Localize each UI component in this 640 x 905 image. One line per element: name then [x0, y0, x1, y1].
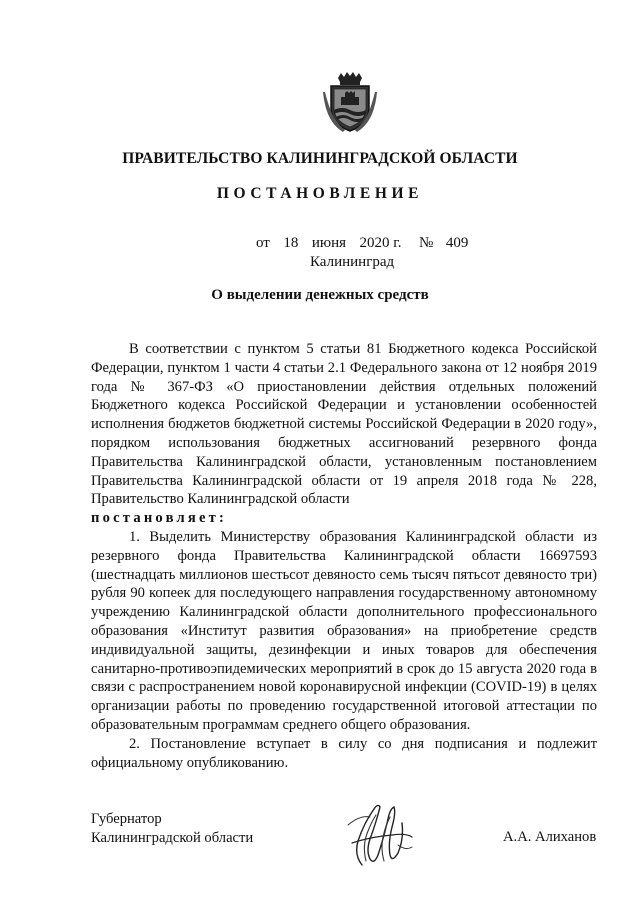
- handwritten-signature-icon: [340, 795, 420, 873]
- date-month: июня: [311, 235, 347, 251]
- date-day: 18: [283, 235, 299, 251]
- number-sign: №: [419, 235, 434, 251]
- document-number: 409: [445, 235, 469, 251]
- document-body: [91, 340, 597, 772]
- date-number-line: [256, 235, 468, 252]
- preamble-paragraph: В соответствии с пунктом 5 статьи 81 Бюджетного кодекса Российской Федерации, пунктом 1 части 4 статьи 2.1 Федерального закона от 12 ноября 2019 года № 367-ФЗ «О приостановлении действия отдельных положений Бюджетного кодекса Российской Федерации и установлении особенностей исполнения бюджетов бюджетной системы Российской Федерации в 2020 году», порядком использования бюджетных ассигнований резервного фонда Правительства Калининградской области, установленным постановлением Правительства Калининградской области от 19 апреля 2018 года № 228, Правительство Калининградской области: [91, 341, 597, 508]
- date-prefix: от: [256, 235, 270, 251]
- signer-title: [91, 810, 253, 848]
- resolves-line: [91, 509, 597, 528]
- resolves-word: постановляет:: [91, 510, 228, 527]
- signer-title-line2: Калининградской области: [91, 830, 254, 846]
- document-type: ПОСТАНОВЛЕНИЕ: [216, 185, 424, 202]
- coat-of-arms-icon: [323, 70, 377, 134]
- date-year: 2020 г.: [359, 235, 402, 251]
- item-2-paragraph: 2. Постановление вступает в силу со дня подписания и подлежит официальному опубликованию.: [91, 735, 597, 771]
- item-1-paragraph: 1. Выделить Министерству образования Калининградской области из резервного фонда Правительства Калининградской области 16697593 (шестнадцать миллионов шестьсот девяносто семь тысяч пятьсот девяносто три) рубля 90 копеек для последующего направления государственному автономному учреждению Калининградской области дополнительного профессионального образования «Институт развития образования» на приобретение средств индивидуальной защиты, дезинфекции и иных товаров для обеспечения санитарно-противоэпидемических мероприятий в срок до 15 августа 2020 года в связи с распространением новой коронавирусной инфекции (COVID-19) в целях организации работы по проведению государственной итоговой аттестации по образовательным программам среднего общего образования.: [91, 528, 597, 733]
- document-subject: О выделении денежных средств: [211, 287, 429, 303]
- government-title: ПРАВИТЕЛЬСТВО КАЛИНИНГРАДСКОЙ ОБЛАСТИ: [122, 150, 518, 167]
- signer-name: А.А. Алиханов: [503, 829, 597, 845]
- signer-title-line1: Губернатор: [91, 811, 162, 827]
- city: Калининград: [310, 254, 395, 270]
